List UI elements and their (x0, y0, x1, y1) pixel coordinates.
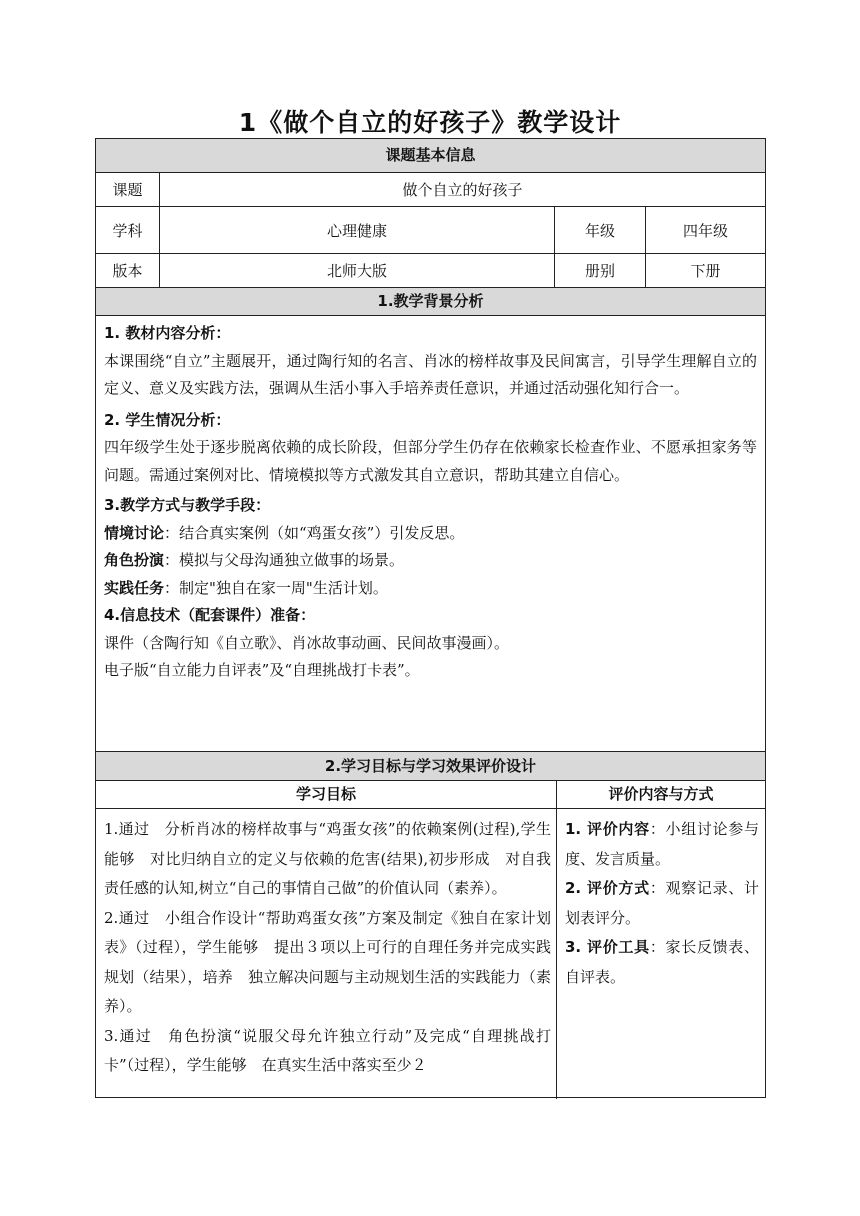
method-item (104, 520, 757, 548)
section-background: 1.教学背景分析 (96, 288, 765, 315)
divider (159, 173, 160, 287)
eval-item (565, 874, 759, 933)
method-text: ：制定"独自在家一周"生活计划。 (164, 578, 388, 597)
evaluation-list (565, 815, 759, 992)
eval-key: 1. 评价内容 (565, 820, 650, 838)
tech-line: 课件（含陶行知《自立歌》、肖冰故事动画、民间故事漫画）。 (104, 633, 510, 652)
volume-label: 册别 (584, 262, 615, 280)
subject-value: 心理健康 (326, 221, 387, 240)
col-header-evaluation: 评价内容与方式 (608, 785, 714, 803)
method-key: 情境讨论 (104, 523, 165, 542)
volume-value: 下册 (690, 262, 721, 280)
method-item (104, 547, 757, 575)
divider (96, 808, 765, 809)
grade-value: 四年级 (682, 221, 728, 240)
eval-item (565, 815, 759, 874)
subject-label: 学科 (112, 221, 143, 240)
method-heading: 3.教学方式与教学手段： (104, 496, 271, 514)
background-body (104, 320, 757, 685)
method-key: 实践任务 (104, 578, 165, 597)
lesson-plan-table (95, 138, 766, 1098)
section-objectives: 2.学习目标与学习效果评价设计 (96, 752, 765, 780)
method-text: ：结合真实案例（如“鸡蛋女孩”）引发反思。 (164, 523, 465, 542)
topic-label: 课题 (112, 181, 143, 199)
edition-label: 版本 (112, 262, 143, 280)
divider (645, 207, 646, 287)
student-heading: 2. 学生情况分析： (104, 410, 231, 429)
tech-line: 电子版“自立能力自评表”及“自理挑战打卡表”。 (104, 661, 420, 679)
eval-key: 3. 评价工具 (565, 938, 650, 956)
goals-list (104, 815, 551, 1081)
divider (554, 207, 555, 287)
method-text: ：模拟与父母沟通独立做事的场景。 (164, 551, 405, 569)
material-text: 本课围绕“自立”主题展开，通过陶行知的名言、肖冰的榜样故事及民间寓言，引导学生理解自立的定义、意义及实践方法，强调从生活小事入手培养责任意识，并通过活动强化知行合一。 (104, 351, 757, 397)
grade-label: 年级 (584, 221, 615, 240)
eval-text: ：家长反馈表、自评表。 (565, 938, 759, 986)
section-basic-info: 课题基本信息 (96, 139, 765, 172)
student-text: 四年级学生处于逐步脱离依赖的成长阶段，但部分学生仍存在依赖家长检查作业、不愿承担家务等问题。需通过案例对比、情境模拟等方式激发其自立意识，帮助其建立自信心。 (104, 438, 757, 484)
material-heading: 1. 教材内容分析： (104, 324, 231, 342)
eval-key: 2. 评价方式 (565, 879, 650, 897)
goal-item: 2.通过 小组合作设计“帮助鸡蛋女孩”方案及制定《独自在家计划表》（过程），学生能够 提出３项以上可行的自理任务并完成实践规划（结果），培养 独立解决问题与主动规划生活的实践能力（素养）。 (104, 908, 551, 1015)
col-header-goals: 学习目标 (295, 785, 356, 803)
divider (556, 781, 557, 1099)
edition-value: 北师大版 (326, 262, 387, 280)
goal-item: 1.通过 分析肖冰的榜样故事与“鸡蛋女孩”的依赖案例(过程),学生能够 对比归纳自立的定义与依赖的危害(结果),初步形成 对自我责任感的认知,树立“自己的事情自己做”的价值认同（素养）。 (104, 820, 551, 897)
tech-heading: 4.信息技术（配套课件）准备： (104, 606, 316, 624)
divider (96, 315, 765, 316)
eval-item (565, 933, 759, 992)
document-title: 1《做个自立的好孩子》教学设计 (238, 108, 622, 137)
method-item (104, 575, 757, 603)
eval-text: ：小组讨论参与度、发言质量。 (565, 820, 759, 868)
method-key: 角色扮演 (104, 551, 165, 569)
topic-value: 做个自立的好孩子 (402, 181, 523, 199)
eval-text: ：观察记录、计划表评分。 (565, 879, 759, 927)
goal-item: 3.通过 角色扮演“说服父母允许独立行动”及完成“自理挑战打卡”（过程），学生能够 在真实生活中落实至少２ (104, 1026, 551, 1074)
